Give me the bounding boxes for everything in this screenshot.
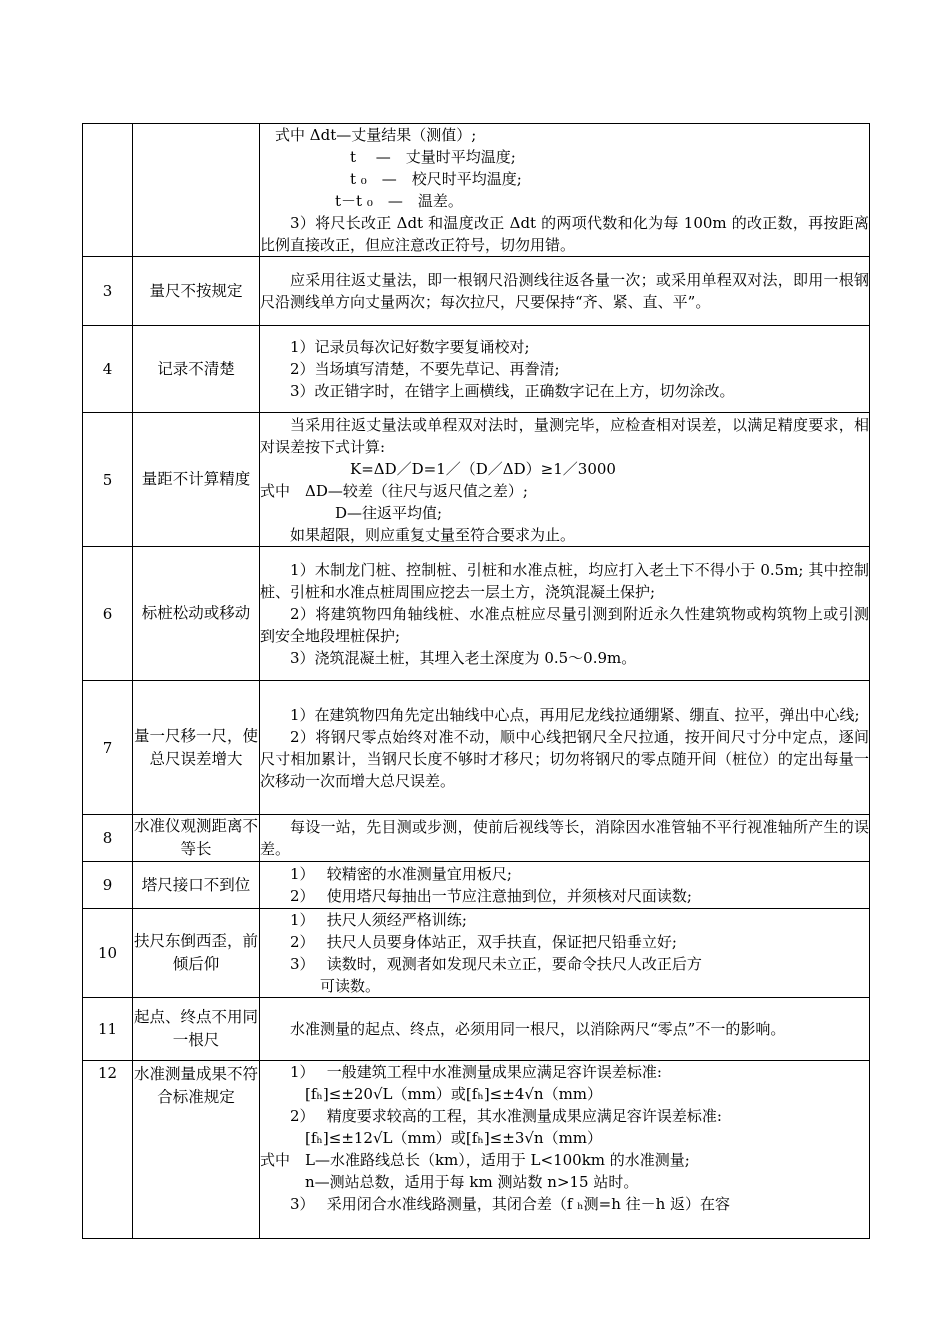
quality-issue-table — [82, 123, 870, 1239]
content-line: 3）改正错字时，在错字上画横线，正确数字记在上方，切勿涂改。 — [290, 382, 735, 400]
content-line: 如果超限，则应重复丈量至符合要求为止。 — [290, 525, 576, 544]
issue-name: 水准测量成果不符合标准规定 — [133, 1061, 260, 1239]
row-number — [83, 124, 133, 257]
table-row — [83, 257, 870, 326]
content-line: n—测站总数，适用于每 km 测站数 n>15 站时。 — [305, 1173, 639, 1191]
row-number: 9 — [83, 862, 133, 909]
remedy-content — [260, 413, 870, 547]
table-row — [83, 998, 870, 1061]
remedy-content — [260, 681, 870, 815]
row-number: 4 — [83, 326, 133, 413]
content-line: 1）木制龙门桩、控制桩、引桩和水准点桩，均应打入老土下不得小于 0.5m; 其中控制桩、引桩和水准点桩周围应挖去一层土方，浇筑混凝土保护; — [260, 560, 869, 601]
content-line: 每设一站，先目测或步测，使前后视线等长，消除因水准管轴不平行视准轴所产生的误差。 — [260, 818, 869, 858]
remedy-content — [260, 547, 870, 681]
content-line: 3） 采用闭合水准线路测量，其闭合差（f ₕ测=h 往－h 返）在容 — [290, 1195, 731, 1213]
row-number: 11 — [83, 998, 133, 1061]
row-number: 12 — [83, 1061, 133, 1239]
content-line: 2）当场填写清楚，不要先草记、再誊清; — [290, 360, 560, 378]
issue-name: 起点、终点不用同一根尺 — [133, 998, 260, 1061]
content-line: t－t ₀ — 温差。 — [335, 192, 463, 210]
remedy-content — [260, 257, 870, 326]
issue-name: 水准仪观测距离不等长 — [133, 815, 260, 862]
content-line: 2） 使用塔尺每抽出一节应注意抽到位，并须核对尺面读数; — [290, 887, 692, 905]
content-line: 1） 扶尺人须经严格训练; — [290, 911, 467, 929]
content-line: K=ΔD／D=1／（D／ΔD）≥1／3000 — [350, 459, 616, 478]
content-line: 式中 ΔD—较差（往尺与返尺值之差）; — [260, 481, 528, 500]
row-number: 3 — [83, 257, 133, 326]
content-line: D—往返平均值; — [335, 503, 443, 522]
content-line: 2）将钢尺零点始终对准不动，顺中心线把钢尺全尺拉通，按开间尺寸分中定点，逐间尺寸相加累计，当钢尺长度不够时才移尺；切勿将钢尺的零点随开间（桩位）的定出每量一次移动一次而增大总尺误差。 — [260, 727, 869, 790]
row-number: 6 — [83, 547, 133, 681]
table-row — [83, 413, 870, 547]
content-line: 应采用往返丈量法，即一根钢尺沿测线往返各量一次；或采用单程双对法，即用一根钢尺沿测线单方向丈量两次；每次拉尺，尺要保持“齐、紧、直、平”。 — [260, 271, 869, 311]
issue-name: 标桩松动或移动 — [133, 547, 260, 681]
remedy-content — [260, 124, 870, 257]
table-row — [83, 862, 870, 909]
content-line: [fₕ]≤±12√L（mm）或[fₕ]≤±3√n（mm） — [305, 1129, 603, 1147]
content-line: 2）将建筑物四角轴线桩、水准点桩应尽量引测到附近永久性建筑物或构筑物上或引测到安全地段埋桩保护; — [260, 604, 869, 645]
remedy-content — [260, 1061, 870, 1239]
table-row — [83, 1061, 870, 1239]
content-line: 3） 读数时，观测者如发现尺未立正，要命令扶尺人改正后方 — [290, 955, 702, 973]
issue-name: 扶尺东倒西歪，前倾后仰 — [133, 909, 260, 998]
content-line: 1） 较精密的水准测量宜用板尺; — [290, 865, 512, 883]
content-line: 2） 扶尺人员要身体站正，双手扶直，保证把尺铅垂立好; — [290, 933, 677, 951]
content-line: [fₕ]≤±20√L（mm）或[fₕ]≤±4√n（mm） — [305, 1085, 603, 1103]
issue-name: 记录不清楚 — [133, 326, 260, 413]
remedy-content — [260, 326, 870, 413]
remedy-content — [260, 998, 870, 1061]
row-number: 10 — [83, 909, 133, 998]
content-line: 当采用往返丈量法或单程双对法时，量测完毕，应检查相对误差，以满足精度要求，相对误差按下式计算: — [260, 415, 869, 456]
table-row — [83, 909, 870, 998]
content-line: t ₀ — 校尺时平均温度; — [350, 170, 522, 188]
issue-name: 量一尺移一尺，使总尺误差增大 — [133, 681, 260, 815]
issue-name: 量距不计算精度 — [133, 413, 260, 547]
content-line: 3）将尺长改正 Δdt 和温度改正 Δdt 的两项代数和化为每 100m 的改正数，再按距离比例直接改正，但应注意改正符号，切勿用错。 — [260, 214, 869, 254]
content-line: 可读数。 — [320, 977, 381, 995]
content-line: 1）记录员每次记好数字要复诵校对; — [290, 338, 530, 356]
remedy-content — [260, 815, 870, 862]
table-row — [83, 815, 870, 862]
row-number: 7 — [83, 681, 133, 815]
issue-name: 量尺不按规定 — [133, 257, 260, 326]
row-number: 5 — [83, 413, 133, 547]
content-line: 1） 一般建筑工程中水准测量成果应满足容许误差标准: — [290, 1063, 662, 1081]
content-line: 1）在建筑物四角先定出轴线中心点，再用尼龙线拉通绷紧、绷直、拉平，弹出中心线; — [290, 705, 860, 724]
row-number: 8 — [83, 815, 133, 862]
issue-name: 塔尺接口不到位 — [133, 862, 260, 909]
table-row — [83, 681, 870, 815]
remedy-content — [260, 909, 870, 998]
content-line: t — 丈量时平均温度; — [350, 148, 516, 166]
content-line: 水准测量的起点、终点，必须用同一根尺，以消除两尺“零点”不一的影响。 — [290, 1020, 786, 1038]
content-line: 式中 L—水准路线总长（km），适用于 L<100km 的水准测量; — [260, 1151, 690, 1169]
content-line: 式中 Δdt—丈量结果（测值）; — [275, 126, 477, 144]
remedy-content — [260, 862, 870, 909]
issue-name — [133, 124, 260, 257]
content-line: 3）浇筑混凝土桩，其埋入老土深度为 0.5～0.9m。 — [290, 648, 637, 667]
table-row — [83, 547, 870, 681]
content-line: 2） 精度要求较高的工程，其水准测量成果应满足容许误差标准: — [290, 1107, 722, 1125]
table-row — [83, 124, 870, 257]
table-row — [83, 326, 870, 413]
